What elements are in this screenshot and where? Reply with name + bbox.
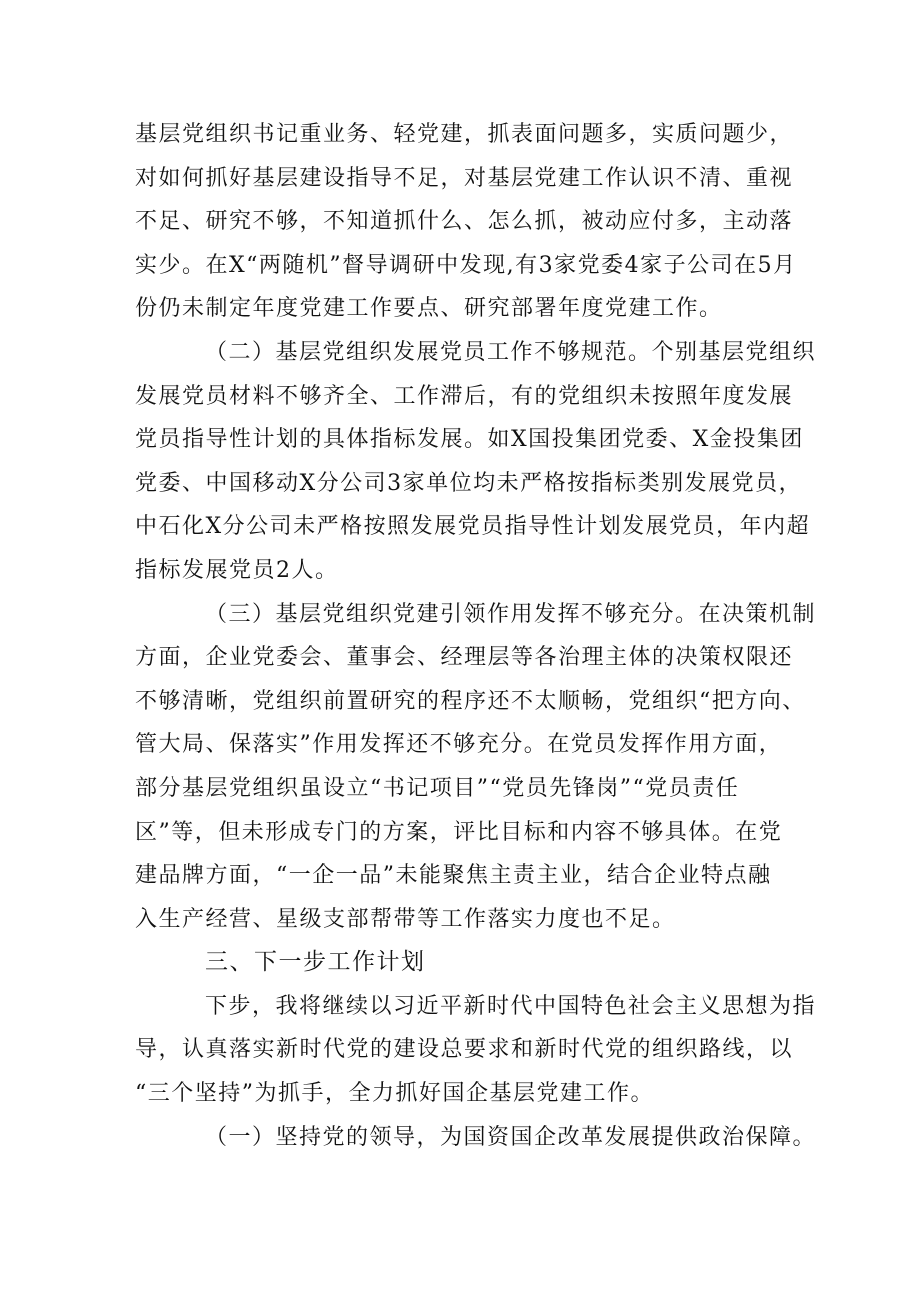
text-line: 下步，我将继续以习近平新时代中国特色社会主义思想为指 <box>205 993 817 1019</box>
text-line: （二）基层党组织发展党员工作不够规范。个别基层党组织 <box>205 339 817 365</box>
section-heading-next-steps <box>135 941 795 985</box>
paragraph-member-development <box>135 331 817 593</box>
text-line: 管大局、保落实”作用发挥还不够充分。在党员发挥作用方面， <box>135 732 783 758</box>
text-line: 份仍未制定年度党建工作要点、研究部署年度党建工作。 <box>135 296 723 322</box>
paragraph-leading-role <box>135 593 817 942</box>
text-line: 区”等，但未形成专门的方案，评比目标和内容不够具体。在党 <box>135 819 783 845</box>
text-line: 对如何抓好基层建设指导不足，对基层党建工作认识不清、重视 <box>135 165 794 191</box>
text-line: 指标发展党员2人。 <box>135 557 339 583</box>
text-line: 入生产经营、星级支部帮带等工作落实力度也不足。 <box>135 906 676 932</box>
text-line: “三个坚持”为抓手，全力抓好国企基层党建工作。 <box>135 1081 654 1107</box>
text-line: 党员指导性计划的具体指标发展。如X国投集团党委、X金投集团 <box>135 427 804 453</box>
text-line: 建品牌方面，“一企一品”未能聚焦主责主业，结合企业特点融 <box>135 863 772 889</box>
text-line: 发展党员材料不够齐全、工作滞后，有的党组织未按照年度发展 <box>135 383 794 409</box>
text-line: 不足、研究不够，不知道抓什么、怎么抓，被动应付多，主动落 <box>135 209 794 235</box>
text-line: （三）基层党组织党建引领作用发挥不够充分。在决策机制 <box>205 601 817 627</box>
text-line: 不够清晰，党组织前置研究的程序还不太顺畅，党组织“把方向、 <box>135 688 806 714</box>
text-line: 导，认真落实新时代党的建设总要求和新时代党的组织路线，以 <box>135 1037 794 1063</box>
section-heading: 三、下一步工作计划 <box>205 949 426 976</box>
paragraph-next-steps-intro <box>135 985 817 1116</box>
paragraph-party-leadership <box>135 1116 817 1160</box>
text-line: 党委、中国移动X分公司3家单位均未严格按指标类别发展党员， <box>135 470 803 496</box>
text-line: 基层党组织书记重业务、轻党建，抓表面问题多，实质问题少， <box>135 122 794 147</box>
text-line: 方面，企业党委会、董事会、经理层等各治理主体的决策权限还 <box>135 645 794 671</box>
document-body <box>135 113 817 1159</box>
text-line: 实少。在X“两随机”督导调研中发现,有3家党委4家子公司在5月 <box>135 252 797 278</box>
paragraph-leadership-issues <box>135 113 795 331</box>
text-line: （一）坚持党的领导，为国资国企改革发展提供政治保障。 <box>205 1124 817 1150</box>
text-line: 部分基层党组织虽设立“书记项目”“党员先锋岗”“党员责任 <box>135 775 740 801</box>
text-line: 中石化X分公司未严格按照发展党员指导性计划发展党员，年内超 <box>135 514 811 540</box>
